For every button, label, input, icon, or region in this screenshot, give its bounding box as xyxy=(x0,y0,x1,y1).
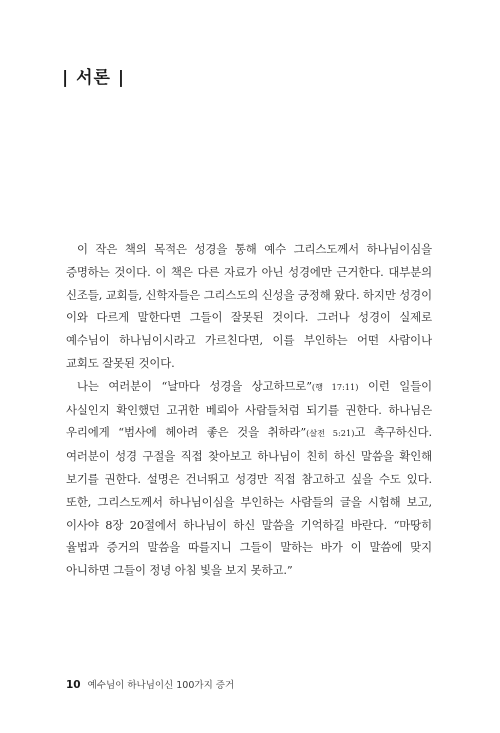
paragraph-text: 나는 여러분이 “날마다 성경을 상고하므로” xyxy=(77,378,312,393)
scripture-reference: (살전 5:21) xyxy=(306,428,355,439)
running-book-title: 예수님이 하나님이신 100가지 증거 xyxy=(87,680,235,691)
paragraph-1 xyxy=(66,238,432,375)
paragraph-text: 이런 일들이 사실인지 확인했던 고귀한 베뢰아 사람들처럼 되기를 권한다. 하나님은 우리에게 “범사에 헤아려 좋은 것을 취하라” xyxy=(66,378,433,440)
page-footer xyxy=(66,677,234,691)
body-text xyxy=(66,238,432,582)
paragraph-2 xyxy=(66,375,432,582)
page-number: 10 xyxy=(66,679,81,691)
paragraph-text: 이 작은 책의 목적은 성경을 통해 예수 그리스도께서 하나님이심을 증명하는 것이다. 이 책은 다른 자료가 아닌 성경에만 근거한다. 대부분의 신조들, 교회들, 신학자들은 그리스도의 신성을 긍정해 왔다. 하지만 성경이 이와 다르게 말한다면 그들이 잘못된 것이다. 그러나 성경이 실제로 예수님이 하나님이시라고 가르친다면, 이를 부인하는 어떤 사람이나 교회도 잘못된 것이다. xyxy=(66,242,432,370)
scripture-reference: (행 17:11) xyxy=(311,381,359,392)
section-title: | 서론 | xyxy=(62,68,126,88)
paragraph-text: 고 촉구하신다. 여러분이 성경 구절을 직접 찾아보고 하나님이 친히 하신 말씀을 확인해 보기를 권한다. 설명은 건너뛰고 성경만 직접 참고하고 싶을 수도 있다. 또한, 그리스도께서 하나님이심을 부인하는 사람들의 글을 시험해 보고, 이사야 8장 20절에서 하나님이 하신 말씀을 기억하길 바란다. “마땅히 율법과 증거의 말씀을 따를지니 그들이 말하는 바가 이 말씀에 맞지 아니하면 그들이 정녕 아침 빛을 보지 못하고.” xyxy=(66,425,432,578)
